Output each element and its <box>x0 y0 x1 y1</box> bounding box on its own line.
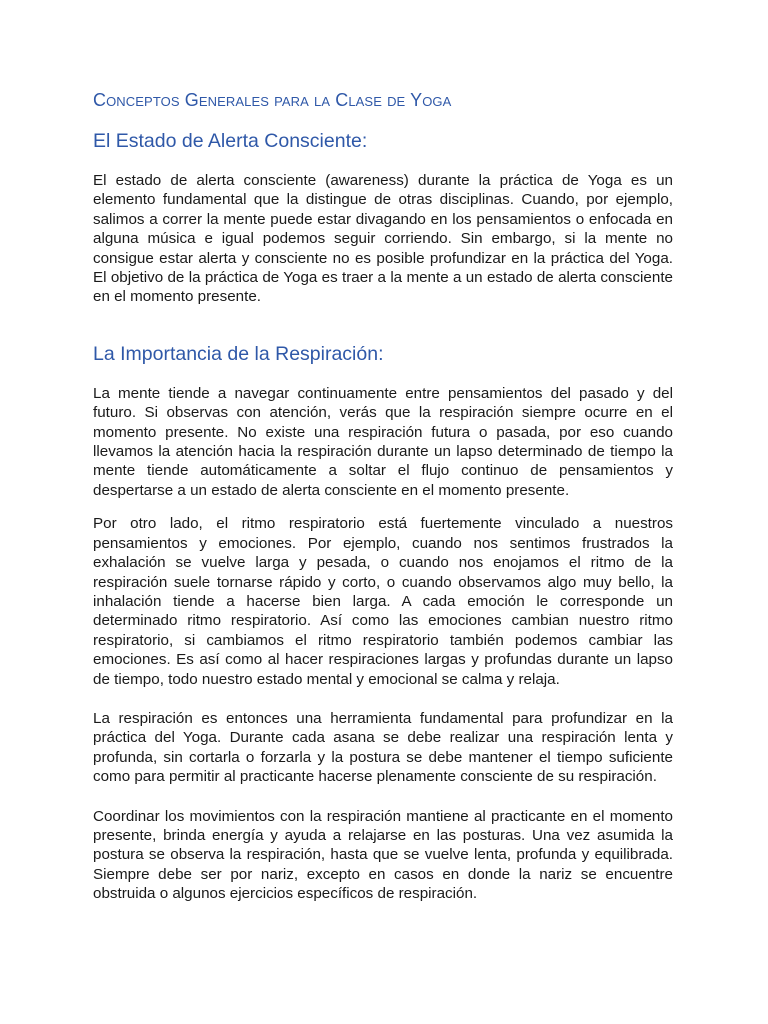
paragraph-respiracion-4: Coordinar los movimientos con la respiración mantiene al practicante en el momento presente, brinda energía y ayuda a relajarse en las posturas. Una vez asumida la postura se observa la respiración, hasta que se vuelve lenta, profunda y equilibrada. Siempre debe ser por nariz, excepto en casos en donde la nariz se encuentre obstruida o algunos ejercicios específicos de respiración. <box>93 807 673 903</box>
paragraph-respiracion-3: La respiración es entonces una herramienta fundamental para profundizar en la práctica del Yoga. Durante cada asana se debe realizar una respiración lenta y profunda, sin cortarla o forzarla y la postura se debe mantener el tiempo suficiente como para permitir al practicante hacerse plenamente consciente de su respiración. <box>93 709 673 786</box>
paragraph-respiracion-2: Por otro lado, el ritmo respiratorio está fuertemente vinculado a nuestros pensamientos y emociones. Por ejemplo, cuando nos sentimos frustrados la exhalación se vuelve larga y pesada, o cuando nos enojamos el ritmo de la respiración suele tornarse rápido y corto, o cuando observamos algo muy bello, la inhalación tiende a hacerse bien larga. A cada emoción le corresponde un determinado ritmo respiratorio. Así como las emociones cambian nuestro ritmo respiratorio, si cambiamos el ritmo respiratorio también podemos cambiar las emociones. Es así como al hacer respiraciones largas y profundas durante un lapso de tiempo, todo nuestro estado mental y emocional se calma y relaja. <box>93 515 673 688</box>
section-heading-alerta: El Estado de Alerta Consciente: <box>93 130 368 152</box>
paragraph-respiracion-1: La mente tiende a navegar continuamente entre pensamientos del pasado y del futuro. Si observas con atención, verás que la respiración siempre ocurre en el momento presente. No existe una respiración futura o pasada, por eso cuando llevamos la atención hacia la respiración durante un lapso determinado de tiempo la mente tiende automáticamente a soltar el flujo continuo de pensamientos y despertarse a un estado de alerta consciente en el momento presente. <box>93 384 673 499</box>
section-heading-respiracion: La Importancia de la Respiración: <box>93 342 384 365</box>
document-title: Conceptos Generales para la Clase de Yoga <box>93 90 452 110</box>
paragraph-alerta: El estado de alerta consciente (awareness) durante la práctica de Yoga es un elemento fundamental que la distingue de otras disciplinas. Cuando, por ejemplo, salimos a correr la mente puede estar divagando en los pensamientos o enfocada en alguna música e igual podemos seguir corriendo. Sin embargo, si la mente no consigue estar alerta y consciente no es posible profundizar en la práctica del Yoga. El objetivo de la práctica de Yoga es traer a la mente a un estado de alerta consciente en el momento presente. <box>93 172 673 306</box>
